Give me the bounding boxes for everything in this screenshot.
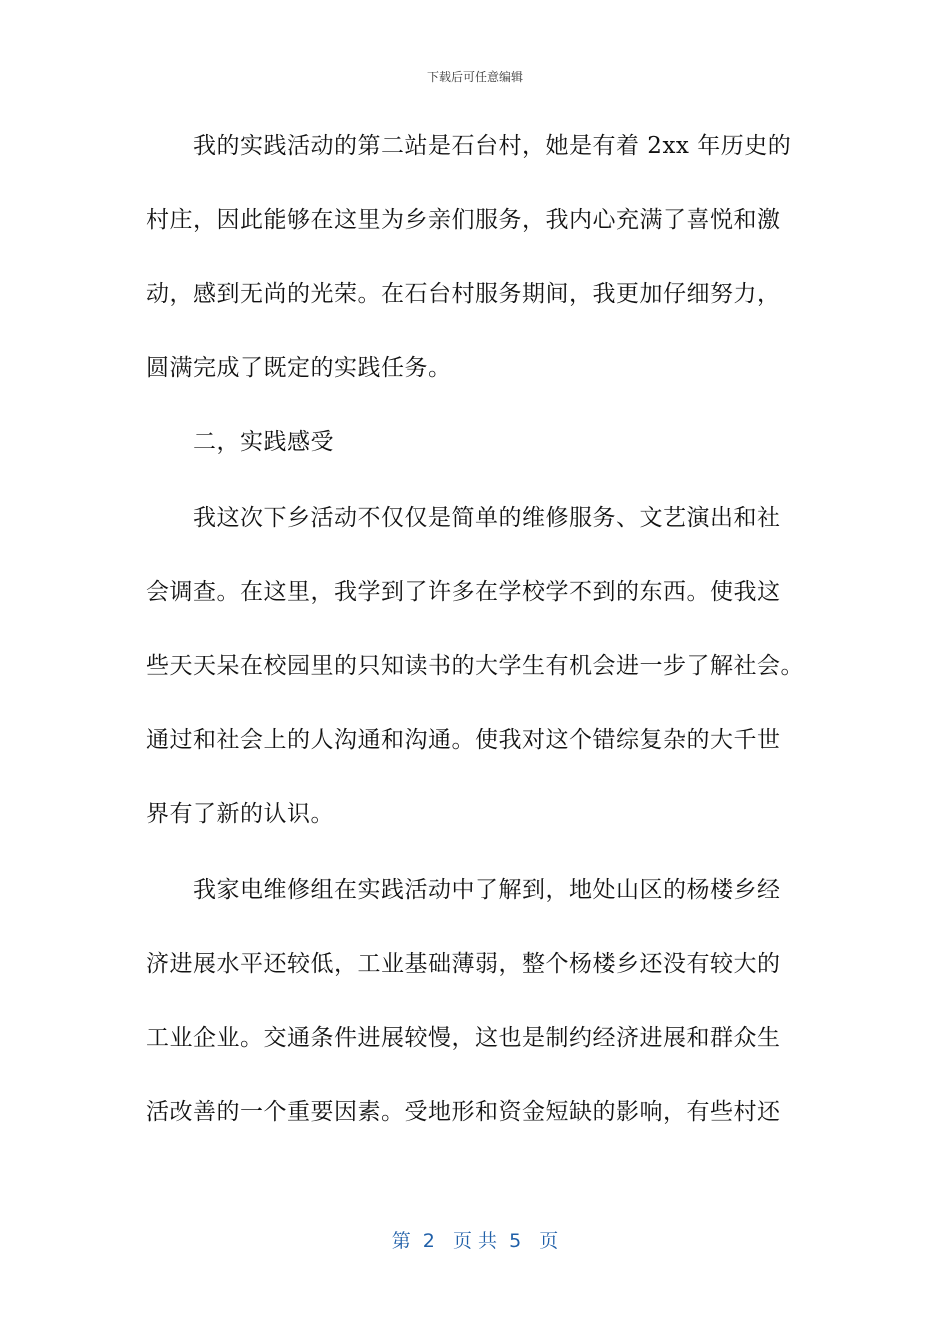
body-line: 我的实践活动的第二站是石台村，她是有着 2xx 年历史的 (146, 133, 792, 159)
body-line: 会调查。在这里，我学到了许多在学校学不到的东西。使我这 (146, 579, 781, 605)
body-line: 济进展水平还较低，工业基础薄弱，整个杨楼乡还没有较大的 (146, 951, 781, 977)
body-line: 我这次下乡活动不仅仅是简单的维修服务、文艺演出和社 (146, 505, 781, 531)
body-line: 我家电维修组在实践活动中了解到，地处山区的杨楼乡经 (146, 877, 781, 903)
body-line: 界有了新的认识。 (146, 801, 334, 827)
body-line: 通过和社会上的人沟通和沟通。使我对这个错综复杂的大千世 (146, 727, 781, 753)
body-line: 些天天呆在校园里的只知读书的大学生有机会进一步了解社会。 (146, 653, 804, 679)
body-line: 动，感到无尚的光荣。在石台村服务期间，我更加仔细努力， (146, 281, 781, 307)
body-line: 活改善的一个重要因素。受地形和资金短缺的影响，有些村还 (146, 1099, 781, 1125)
header-note: 下载后可任意编辑 (426, 70, 523, 84)
section-heading: 二，实践感受 (146, 429, 334, 455)
body-line: 工业企业。交通条件进展较慢，这也是制约经济进展和群众生 (146, 1025, 781, 1051)
page-number: 第 2 页 共 5 页 (391, 1230, 559, 1252)
body-line: 圆满完成了既定的实践任务。 (146, 355, 452, 381)
body-line: 村庄，因此能够在这里为乡亲们服务，我内心充满了喜悦和激 (146, 207, 781, 233)
